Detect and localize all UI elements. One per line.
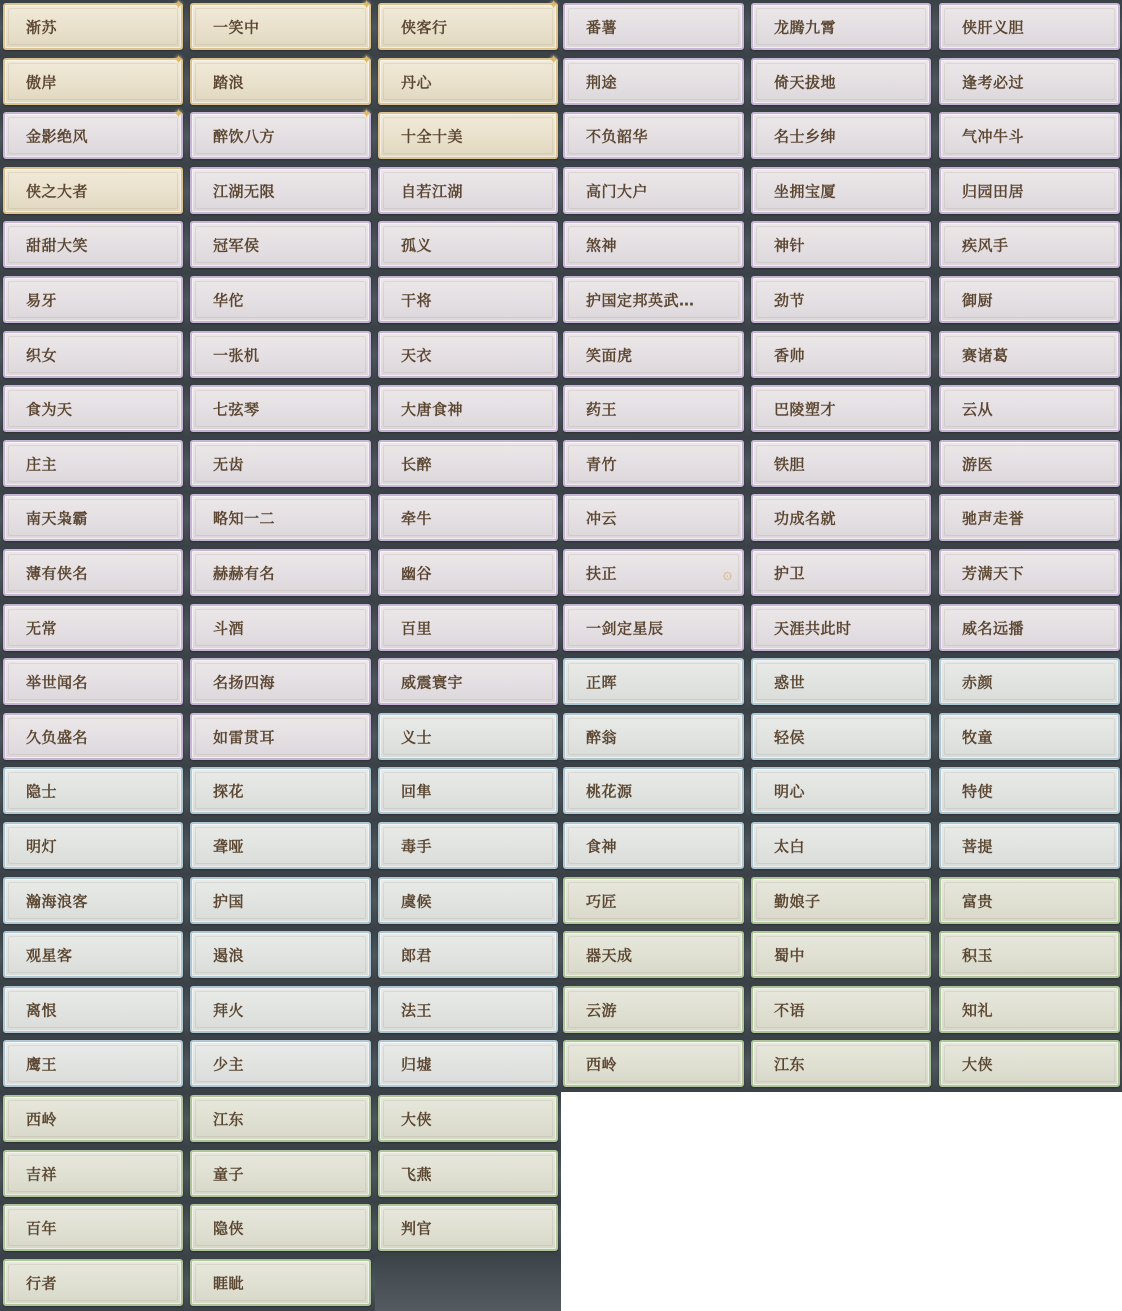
title-card[interactable] — [939, 931, 1120, 978]
title-card[interactable] — [190, 53, 372, 105]
title-label: 游医 — [962, 455, 994, 473]
title-label: 踏浪 — [213, 73, 245, 91]
title-card[interactable] — [378, 986, 558, 1033]
title-label: 护卫 — [774, 564, 806, 582]
title-label: 华佗 — [213, 291, 245, 309]
title-label: 义士 — [401, 728, 433, 746]
title-card[interactable] — [3, 1040, 183, 1087]
title-card[interactable] — [378, 53, 559, 105]
title-card[interactable] — [3, 822, 183, 869]
title-card[interactable] — [3, 767, 183, 814]
title-row — [0, 218, 1122, 273]
title-label: 侠之大者 — [26, 182, 89, 200]
title-label: 不负韶华 — [586, 127, 649, 145]
title-label: 名扬四海 — [213, 673, 276, 691]
title-card[interactable] — [563, 931, 744, 978]
title-label: 冲云 — [586, 509, 618, 527]
title-label: 归墟 — [401, 1055, 433, 1073]
title-label: 蜀中 — [774, 946, 806, 964]
title-card[interactable] — [3, 276, 183, 323]
title-card[interactable] — [939, 167, 1120, 214]
title-card[interactable] — [190, 331, 371, 378]
title-card[interactable] — [751, 986, 931, 1033]
title-row — [0, 546, 1122, 601]
title-label: 易牙 — [26, 291, 58, 309]
title-label: 煞神 — [586, 236, 618, 254]
sparkle-icon: ✦ — [173, 53, 184, 68]
title-card[interactable] — [563, 549, 744, 596]
title-label: 疾风手 — [962, 236, 1009, 254]
title-label: 知礼 — [962, 1001, 994, 1019]
title-card[interactable] — [939, 549, 1120, 596]
title-label: 庄主 — [26, 455, 58, 473]
title-card[interactable] — [190, 440, 371, 487]
title-label: 冠军侯 — [213, 236, 260, 254]
title-row — [0, 983, 1122, 1038]
title-label: 赤颜 — [962, 673, 994, 691]
title-label: 江东 — [774, 1055, 806, 1073]
sparkle-icon: ✦ — [361, 107, 372, 122]
title-card[interactable] — [751, 713, 931, 760]
title-card[interactable] — [190, 658, 371, 705]
title-row — [0, 1201, 561, 1256]
title-card[interactable] — [939, 112, 1120, 159]
title-label: 甜甜大笑 — [26, 236, 89, 254]
title-label: 回隼 — [401, 782, 433, 800]
title-card[interactable] — [378, 877, 558, 924]
title-label: 毒手 — [401, 837, 433, 855]
title-label: 久负盛名 — [26, 728, 89, 746]
title-card[interactable] — [563, 658, 744, 705]
title-label: 金影绝风 — [26, 127, 89, 145]
title-label: 护国定邦英武… — [586, 291, 695, 309]
title-card[interactable] — [190, 1040, 371, 1087]
title-label: 赫赫有名 — [213, 564, 276, 582]
title-row — [0, 55, 1122, 110]
title-label: 劲节 — [774, 291, 806, 309]
empty-slot — [375, 1256, 561, 1311]
title-label: 正晖 — [586, 673, 618, 691]
title-label: 积玉 — [962, 946, 994, 964]
title-row — [0, 273, 1122, 328]
title-card[interactable] — [378, 822, 558, 869]
title-card[interactable] — [563, 494, 744, 541]
title-card[interactable] — [378, 1095, 558, 1142]
title-label: 明心 — [774, 782, 806, 800]
sparkle-icon: ✦ — [548, 53, 559, 68]
title-label: 富贵 — [962, 892, 994, 910]
title-row — [0, 1037, 1122, 1092]
title-card[interactable] — [378, 1040, 558, 1087]
title-row — [0, 1256, 561, 1311]
title-row — [0, 0, 1122, 55]
title-card[interactable] — [3, 440, 183, 487]
title-card[interactable] — [3, 931, 183, 978]
title-label: 名士乡绅 — [774, 127, 837, 145]
title-label: 赛诸葛 — [962, 346, 1009, 364]
title-card[interactable] — [378, 276, 558, 323]
title-card[interactable] — [751, 604, 931, 651]
title-card[interactable] — [378, 931, 558, 978]
title-label: 神针 — [774, 236, 806, 254]
title-label: 斗酒 — [213, 619, 245, 637]
title-card[interactable] — [190, 549, 371, 596]
title-label: 虞候 — [401, 892, 433, 910]
title-card[interactable] — [378, 1150, 558, 1197]
title-card[interactable] — [939, 276, 1120, 323]
title-card[interactable] — [190, 276, 371, 323]
title-row — [0, 437, 1122, 492]
title-card[interactable] — [3, 658, 183, 705]
title-card[interactable] — [378, 331, 558, 378]
title-card[interactable] — [563, 713, 744, 760]
title-card[interactable] — [378, 167, 558, 214]
swirl-icon: ۞ — [722, 563, 732, 582]
title-label: 傲岸 — [26, 73, 58, 91]
title-card[interactable] — [939, 877, 1120, 924]
title-card[interactable] — [378, 440, 558, 487]
title-card[interactable] — [3, 1204, 183, 1251]
title-card[interactable] — [3, 549, 183, 596]
title-label: 自若江湖 — [401, 182, 464, 200]
title-label: 西岭 — [586, 1055, 618, 1073]
title-label: 百里 — [401, 619, 433, 637]
title-card[interactable] — [378, 112, 558, 159]
title-card[interactable] — [190, 167, 371, 214]
title-label: 隐侠 — [213, 1219, 245, 1237]
title-card[interactable] — [751, 494, 931, 541]
title-card[interactable] — [563, 276, 744, 323]
title-card[interactable] — [939, 986, 1120, 1033]
sparkle-icon: ✦ — [361, 53, 372, 68]
title-label: 睚眦 — [213, 1274, 245, 1292]
title-card[interactable] — [190, 107, 372, 159]
title-label: 牧童 — [962, 728, 994, 746]
title-card[interactable] — [939, 713, 1120, 760]
title-label: 聋哑 — [213, 837, 245, 855]
title-label: 香帅 — [774, 346, 806, 364]
title-label: 百年 — [26, 1219, 58, 1237]
title-label: 云游 — [586, 1001, 618, 1019]
title-label: 七弦琴 — [213, 400, 260, 418]
title-card[interactable] — [751, 385, 931, 432]
title-row — [0, 655, 1122, 710]
title-card[interactable] — [190, 604, 371, 651]
title-card[interactable] — [3, 107, 184, 159]
title-card[interactable] — [3, 1095, 183, 1142]
title-card[interactable] — [190, 877, 371, 924]
title-card[interactable] — [563, 1040, 744, 1087]
title-card[interactable] — [939, 658, 1120, 705]
title-label: 大侠 — [962, 1055, 994, 1073]
title-label: 坐拥宝厦 — [774, 182, 837, 200]
title-card[interactable] — [563, 385, 744, 432]
title-card[interactable] — [378, 0, 559, 50]
title-label: 江东 — [213, 1110, 245, 1128]
title-label: 南天枭霸 — [26, 509, 89, 527]
title-label: 孤义 — [401, 236, 433, 254]
title-card[interactable] — [378, 494, 558, 541]
title-card[interactable] — [939, 385, 1120, 432]
title-label: 如雷贯耳 — [213, 728, 276, 746]
title-card[interactable] — [3, 0, 184, 50]
title-label: 笑面虎 — [586, 346, 633, 364]
title-label: 拜火 — [213, 1001, 245, 1019]
title-label: 轻侯 — [774, 728, 806, 746]
title-card[interactable] — [751, 440, 931, 487]
title-card[interactable] — [190, 221, 371, 268]
title-label: 薄有侠名 — [26, 564, 89, 582]
title-card[interactable] — [190, 822, 371, 869]
title-label: 威名远播 — [962, 619, 1025, 637]
title-label: 驰声走誉 — [962, 509, 1025, 527]
title-card[interactable] — [751, 58, 931, 105]
title-label: 龙腾九霄 — [774, 18, 837, 36]
title-label: 勤娘子 — [774, 892, 821, 910]
title-card[interactable] — [3, 877, 183, 924]
title-label: 太白 — [774, 837, 806, 855]
title-card[interactable] — [939, 822, 1120, 869]
title-card[interactable] — [563, 604, 744, 651]
title-card[interactable] — [939, 331, 1120, 378]
title-card[interactable] — [190, 986, 371, 1033]
title-label: 食神 — [586, 837, 618, 855]
title-label: 西岭 — [26, 1110, 58, 1128]
title-label: 探花 — [213, 782, 245, 800]
title-card[interactable] — [378, 604, 558, 651]
sparkle-icon: ✦ — [173, 107, 184, 122]
title-row — [0, 819, 1122, 874]
title-label: 云从 — [962, 400, 994, 418]
title-card[interactable] — [939, 767, 1120, 814]
title-label: 大侠 — [401, 1110, 433, 1128]
title-card[interactable] — [3, 221, 183, 268]
title-card[interactable] — [751, 658, 931, 705]
title-label: 隐士 — [26, 782, 58, 800]
sparkle-icon: ✦ — [361, 0, 372, 13]
title-card[interactable] — [751, 767, 931, 814]
title-card[interactable] — [751, 221, 931, 268]
title-label: 丹心 — [401, 73, 433, 91]
title-row — [0, 109, 1122, 164]
title-row — [0, 1092, 561, 1147]
title-card[interactable] — [3, 1259, 183, 1306]
title-label: 桃花源 — [586, 782, 633, 800]
title-card[interactable] — [751, 112, 931, 159]
title-card[interactable] — [190, 1204, 371, 1251]
title-label: 荆途 — [586, 73, 618, 91]
title-card[interactable] — [3, 167, 183, 214]
title-card[interactable] — [378, 658, 558, 705]
title-card[interactable] — [939, 58, 1120, 105]
title-row — [0, 874, 1122, 929]
title-card[interactable] — [3, 331, 183, 378]
title-label: 天涯共此时 — [774, 619, 852, 637]
title-card[interactable] — [563, 112, 744, 159]
title-card[interactable] — [563, 167, 744, 214]
title-label: 醉饮八方 — [213, 127, 276, 145]
title-label: 芳满天下 — [962, 564, 1025, 582]
title-card[interactable] — [563, 3, 744, 50]
title-row — [0, 1147, 561, 1202]
title-card[interactable] — [939, 604, 1120, 651]
title-label: 药王 — [586, 400, 618, 418]
title-card[interactable] — [190, 494, 371, 541]
title-label: 飞燕 — [401, 1165, 433, 1183]
title-label: 扶正 — [586, 564, 618, 582]
title-card[interactable] — [751, 331, 931, 378]
title-label: 法王 — [401, 1001, 433, 1019]
title-label: 铁胆 — [774, 455, 806, 473]
title-card[interactable] — [939, 3, 1120, 50]
title-label: 侠肝义胆 — [962, 18, 1025, 36]
title-row — [0, 710, 1122, 765]
title-card[interactable] — [751, 167, 931, 214]
title-label: 观星客 — [26, 946, 73, 964]
title-card[interactable] — [190, 1150, 371, 1197]
title-card[interactable] — [190, 1259, 371, 1306]
title-label: 长醉 — [401, 455, 433, 473]
title-card[interactable] — [563, 58, 744, 105]
title-card[interactable] — [3, 494, 183, 541]
title-row — [0, 328, 1122, 383]
title-label: 童子 — [213, 1165, 245, 1183]
title-card[interactable] — [3, 385, 183, 432]
title-label: 惑世 — [774, 673, 806, 691]
title-label: 织女 — [26, 346, 58, 364]
title-card[interactable] — [190, 767, 371, 814]
title-card[interactable] — [190, 1095, 371, 1142]
title-label: 无常 — [26, 619, 58, 637]
title-row — [0, 382, 1122, 437]
title-label: 大唐食神 — [401, 400, 464, 418]
title-row — [0, 764, 1122, 819]
title-label: 食为天 — [26, 400, 73, 418]
title-label: 判官 — [401, 1219, 433, 1237]
title-row — [0, 491, 1122, 546]
title-label: 少主 — [213, 1055, 245, 1073]
title-card[interactable] — [939, 494, 1120, 541]
title-label: 一剑定星辰 — [586, 619, 664, 637]
title-card[interactable] — [563, 986, 744, 1033]
title-card[interactable] — [378, 385, 558, 432]
title-label: 菩提 — [962, 837, 994, 855]
title-label: 鹰王 — [26, 1055, 58, 1073]
title-label: 番薯 — [586, 18, 618, 36]
title-label: 逢考必过 — [962, 73, 1025, 91]
title-card[interactable] — [3, 604, 183, 651]
title-card[interactable] — [751, 931, 931, 978]
title-label: 威震寰宇 — [401, 673, 464, 691]
title-label: 牵牛 — [401, 509, 433, 527]
title-label: 十全十美 — [401, 127, 464, 145]
title-label: 略知一二 — [213, 509, 276, 527]
title-label: 倚天拔地 — [774, 73, 837, 91]
title-label: 巧匠 — [586, 892, 618, 910]
title-row — [0, 601, 1122, 656]
title-card[interactable] — [751, 822, 931, 869]
title-card[interactable] — [751, 549, 931, 596]
title-card[interactable] — [563, 877, 744, 924]
title-card[interactable] — [939, 1040, 1120, 1087]
title-card[interactable] — [751, 276, 931, 323]
title-card[interactable] — [939, 440, 1120, 487]
sparkle-icon: ✦ — [173, 0, 184, 13]
title-label: 郎君 — [401, 946, 433, 964]
title-card[interactable] — [563, 440, 744, 487]
title-card[interactable] — [378, 1204, 558, 1251]
title-label: 御厨 — [962, 291, 994, 309]
title-label: 一张机 — [213, 346, 260, 364]
title-label: 归园田居 — [962, 182, 1025, 200]
title-label: 幽谷 — [401, 564, 433, 582]
title-row — [0, 164, 1122, 219]
title-label: 青竹 — [586, 455, 618, 473]
title-label: 一笑中 — [213, 18, 260, 36]
title-card[interactable] — [563, 822, 744, 869]
title-card[interactable] — [751, 877, 931, 924]
title-label: 离恨 — [26, 1001, 58, 1019]
title-label: 醉翁 — [586, 728, 618, 746]
title-card[interactable] — [563, 331, 744, 378]
title-card[interactable] — [563, 767, 744, 814]
title-card[interactable] — [751, 3, 931, 50]
title-label: 侠客行 — [401, 18, 448, 36]
title-card[interactable] — [3, 713, 183, 760]
title-card[interactable] — [190, 0, 372, 50]
title-card[interactable] — [190, 931, 371, 978]
title-card[interactable] — [378, 221, 558, 268]
title-label: 干将 — [401, 291, 433, 309]
title-label: 不语 — [774, 1001, 806, 1019]
title-card[interactable] — [751, 1040, 931, 1087]
title-card[interactable] — [190, 713, 371, 760]
title-label: 天衣 — [401, 346, 433, 364]
sparkle-icon: ✦ — [548, 0, 559, 13]
title-label: 江湖无限 — [213, 182, 276, 200]
title-label: 特使 — [962, 782, 994, 800]
title-label: 遏浪 — [213, 946, 245, 964]
title-label: 气冲牛斗 — [962, 127, 1025, 145]
title-card[interactable] — [3, 986, 183, 1033]
title-label: 护国 — [213, 892, 245, 910]
title-card[interactable] — [3, 1150, 183, 1197]
title-card[interactable] — [190, 385, 371, 432]
title-card[interactable] — [563, 221, 744, 268]
title-card[interactable] — [378, 767, 558, 814]
title-card[interactable] — [378, 713, 558, 760]
title-card[interactable] — [378, 549, 558, 596]
title-label: 渐苏 — [26, 18, 58, 36]
title-label: 器天成 — [586, 946, 633, 964]
title-label: 功成名就 — [774, 509, 837, 527]
title-label: 瀚海浪客 — [26, 892, 89, 910]
title-label: 举世闻名 — [26, 673, 89, 691]
title-label: 明灯 — [26, 837, 58, 855]
title-label: 无齿 — [213, 455, 245, 473]
title-card[interactable] — [3, 53, 184, 105]
title-label: 高门大户 — [586, 182, 649, 200]
title-label: 吉祥 — [26, 1165, 58, 1183]
title-label: 巴陵塑才 — [774, 400, 837, 418]
title-row — [0, 928, 1122, 983]
title-label: 行者 — [26, 1274, 58, 1292]
title-card[interactable] — [939, 221, 1120, 268]
